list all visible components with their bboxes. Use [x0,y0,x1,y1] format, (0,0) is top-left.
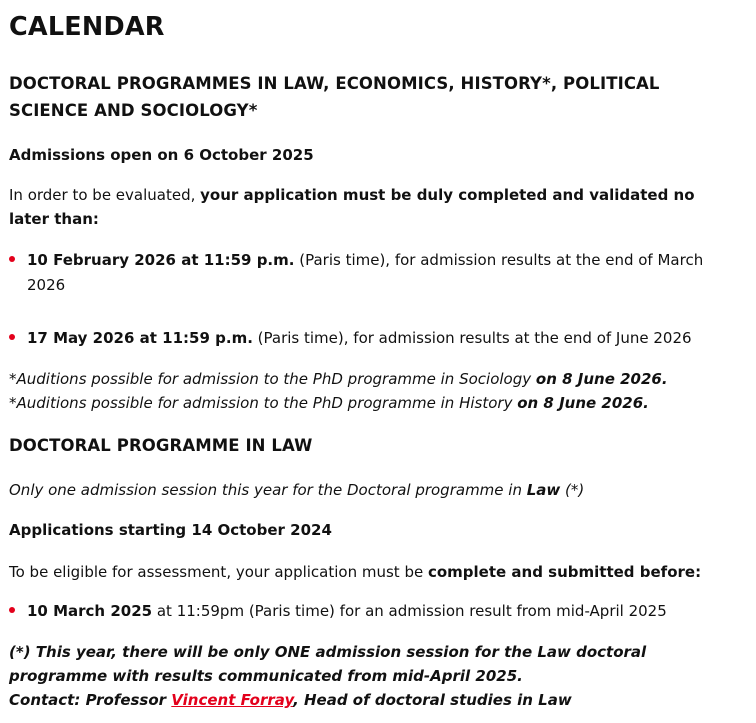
asterisk-ref: (*) [560,481,585,499]
deadline-rest: (Paris time), for admission results at the end of March [294,251,704,269]
intro-bold-line2: later than: [9,210,99,228]
deadline-date: 10 March 2025 [27,602,153,620]
deadline-rest: at 11:59pm (Paris time) for an admission result from mid-April 2025 [152,602,667,620]
eligible-bold: complete and submitted before: [427,563,702,581]
law-footnote [9,640,749,712]
audition-note-text: *Auditions possible for admission to the PhD programme in Sociology [9,370,536,388]
eligible-plain: To be eligible for assessment, your application must be [9,563,428,581]
audition-note-text: *Auditions possible for admission to the PhD programme in History [9,394,518,412]
deadline-rest-line2: 2026 [27,275,66,294]
deadline-date: 17 May 2026 at 11:59 p.m. [27,329,253,347]
only-one-text: Only one admission session this year for the Doctoral programme in [9,481,527,499]
audition-note-date: on 8 June 2026. [535,370,668,388]
deadline-date: 10 February 2026 at 11:59 p.m. [27,251,295,269]
audition-note-date: on 8 June 2026. [517,394,649,412]
admissions-open-text: Admissions open on 6 October 2025 [9,146,314,164]
audition-notes [9,367,749,415]
deadline-rest: (Paris time), for admission results at the end of June 2026 [252,329,692,347]
section-heading-programmes [9,70,660,124]
contact-suffix: , Head of doctoral studies in Law [293,691,572,709]
law-deadline-item [9,599,749,625]
law-bold: Law [526,481,561,499]
bullet-dot [9,256,15,262]
eligibility-text [9,560,754,584]
contact-name-link[interactable]: Vincent Forray [171,691,294,709]
section-heading-line2: SCIENCE AND SOCIOLOGY* [9,101,258,120]
section-heading-law: DOCTORAL PROGRAMME IN LAW [9,436,313,455]
page-title: CALENDAR [9,12,165,42]
bullet-dot [9,607,15,613]
section-heading-line1: DOCTORAL PROGRAMMES IN LAW, ECONOMICS, HISTORY*, POLITICAL [9,74,660,93]
deadline-item [9,248,749,308]
applications-start-text: Applications starting 14 October 2024 [9,521,332,539]
bullet-dot [9,334,15,340]
only-one-session-text [9,478,749,502]
footnote-line2: programme with results communicated from mid-April 2025. [9,667,523,685]
intro-bold-line1: your application must be duly completed and validated no [200,186,695,204]
contact-prefix: Contact: Professor [9,691,172,709]
evaluation-intro [9,183,729,231]
intro-plain: In order to be evaluated, [9,186,201,204]
deadline-item [9,326,749,352]
footnote-line1: (*) This year, there will be only ONE admission session for the Law doctoral [9,643,647,661]
